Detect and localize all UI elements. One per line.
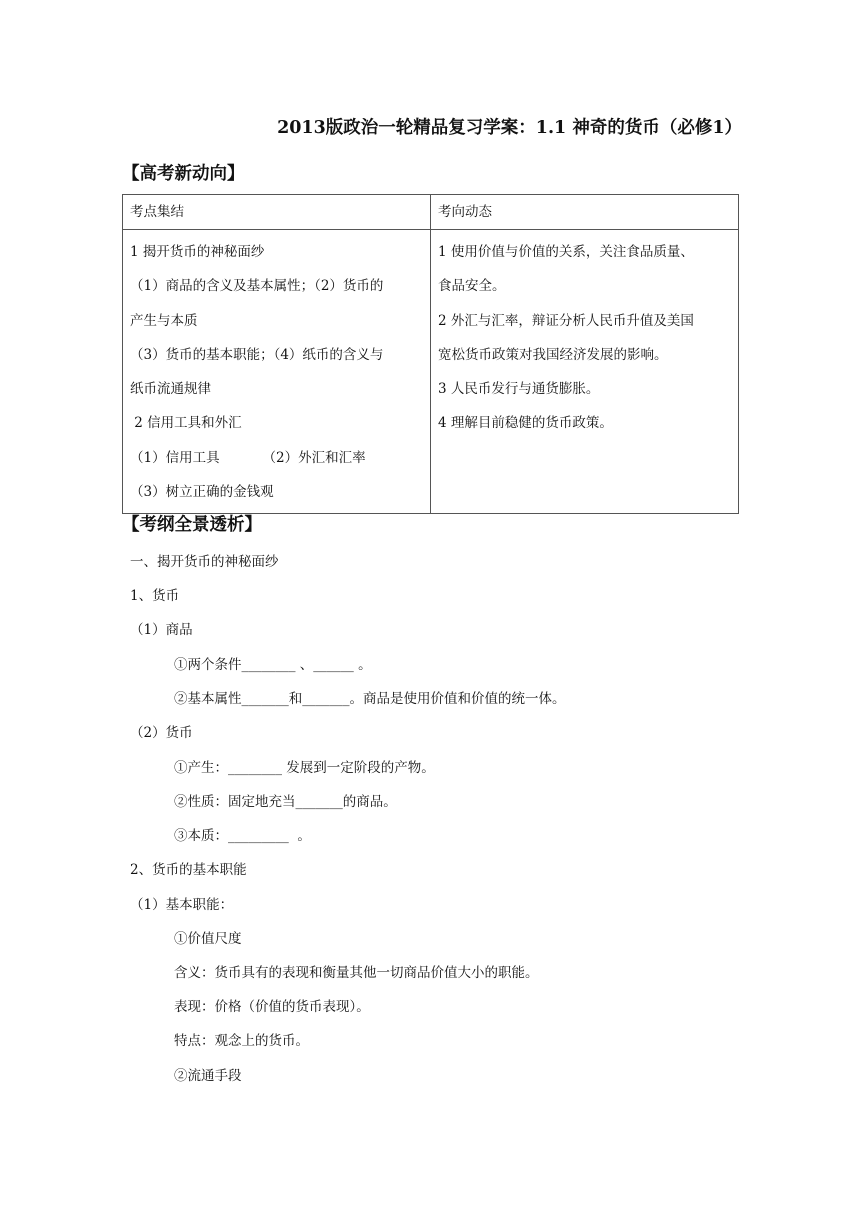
fill-in-line: ②性质：固定地充当_______的商品。 xyxy=(174,794,397,810)
table-cell-line: 2 信用工具和外汇 xyxy=(130,415,242,432)
outline-heading: 1、货币 xyxy=(130,588,180,604)
outline-subheading: （1）基本职能： xyxy=(130,897,234,913)
outline-heading: 一、揭开货币的神秘面纱 xyxy=(130,554,279,570)
table-cell-line: 宽松货币政策对我国经济发展的影响。 xyxy=(438,346,668,363)
table-cell-line: 3 人民币发行与通货膨胀。 xyxy=(438,381,600,398)
table-cell-line: 纸币流通规律 xyxy=(130,381,211,398)
table-cell-line: （1）商品的含义及基本属性；（2）货币的 xyxy=(130,278,384,295)
outline-item: ②流通手段 xyxy=(174,1068,242,1084)
table-header-cell: 考向动态 xyxy=(431,195,739,230)
fill-in-line: ③本质：_________ 。 xyxy=(174,828,311,844)
outline-text: 特点：观念上的货币。 xyxy=(174,1033,309,1049)
outline-item: ①价值尺度 xyxy=(174,931,242,947)
section-heading-trends: 【高考新动向】 xyxy=(122,164,245,184)
fill-in-line: ②基本属性_______和_______。商品是使用价值和价值的统一体。 xyxy=(174,691,566,707)
exam-trends-cell xyxy=(431,230,739,514)
exam-trend-table xyxy=(122,194,739,514)
table-cell-line: 4 理解目前稳健的货币政策。 xyxy=(438,415,613,432)
outline-subheading: （1）商品 xyxy=(130,622,193,638)
table-header-row xyxy=(123,195,739,230)
table-cell-line: 食品安全。 xyxy=(438,278,506,295)
table-cell-line: 1 使用价值与价值的关系，关注食品质量、 xyxy=(438,244,694,260)
fill-in-line: ①两个条件________ 、______ 。 xyxy=(174,657,372,673)
fill-in-line: ①产生：________ 发展到一定阶段的产物。 xyxy=(174,760,435,776)
outline-heading: 2、货币的基本职能 xyxy=(130,862,247,878)
outline-text: 表现：价格（价值的货币表现）。 xyxy=(174,999,370,1015)
exam-points-cell xyxy=(123,230,431,514)
table-header-cell: 考点集结 xyxy=(123,195,431,230)
document-title: 2013版政治一轮精品复习学案：1.1 神奇的货币（必修1） xyxy=(277,118,742,138)
table-row xyxy=(123,230,739,514)
outline-subheading: （2）货币 xyxy=(130,725,193,741)
table-cell-line: （1）信用工具 （2）外汇和汇率 xyxy=(130,449,366,466)
table-cell-line: 1 揭开货币的神秘面纱 xyxy=(130,244,265,260)
table-cell-line: 产生与本质 xyxy=(130,312,198,329)
table-cell-line: （3）货币的基本职能；（4）纸币的含义与 xyxy=(130,346,384,363)
section-heading-syllabus: 【考纲全景透析】 xyxy=(122,515,262,535)
table-cell-line: 2 外汇与汇率，辩证分析人民币升值及美国 xyxy=(438,312,694,329)
table-cell-line: （3）树立正确的金钱观 xyxy=(130,484,274,501)
outline-text: 含义：货币具有的表现和衡量其他一切商品价值大小的职能。 xyxy=(174,965,539,981)
